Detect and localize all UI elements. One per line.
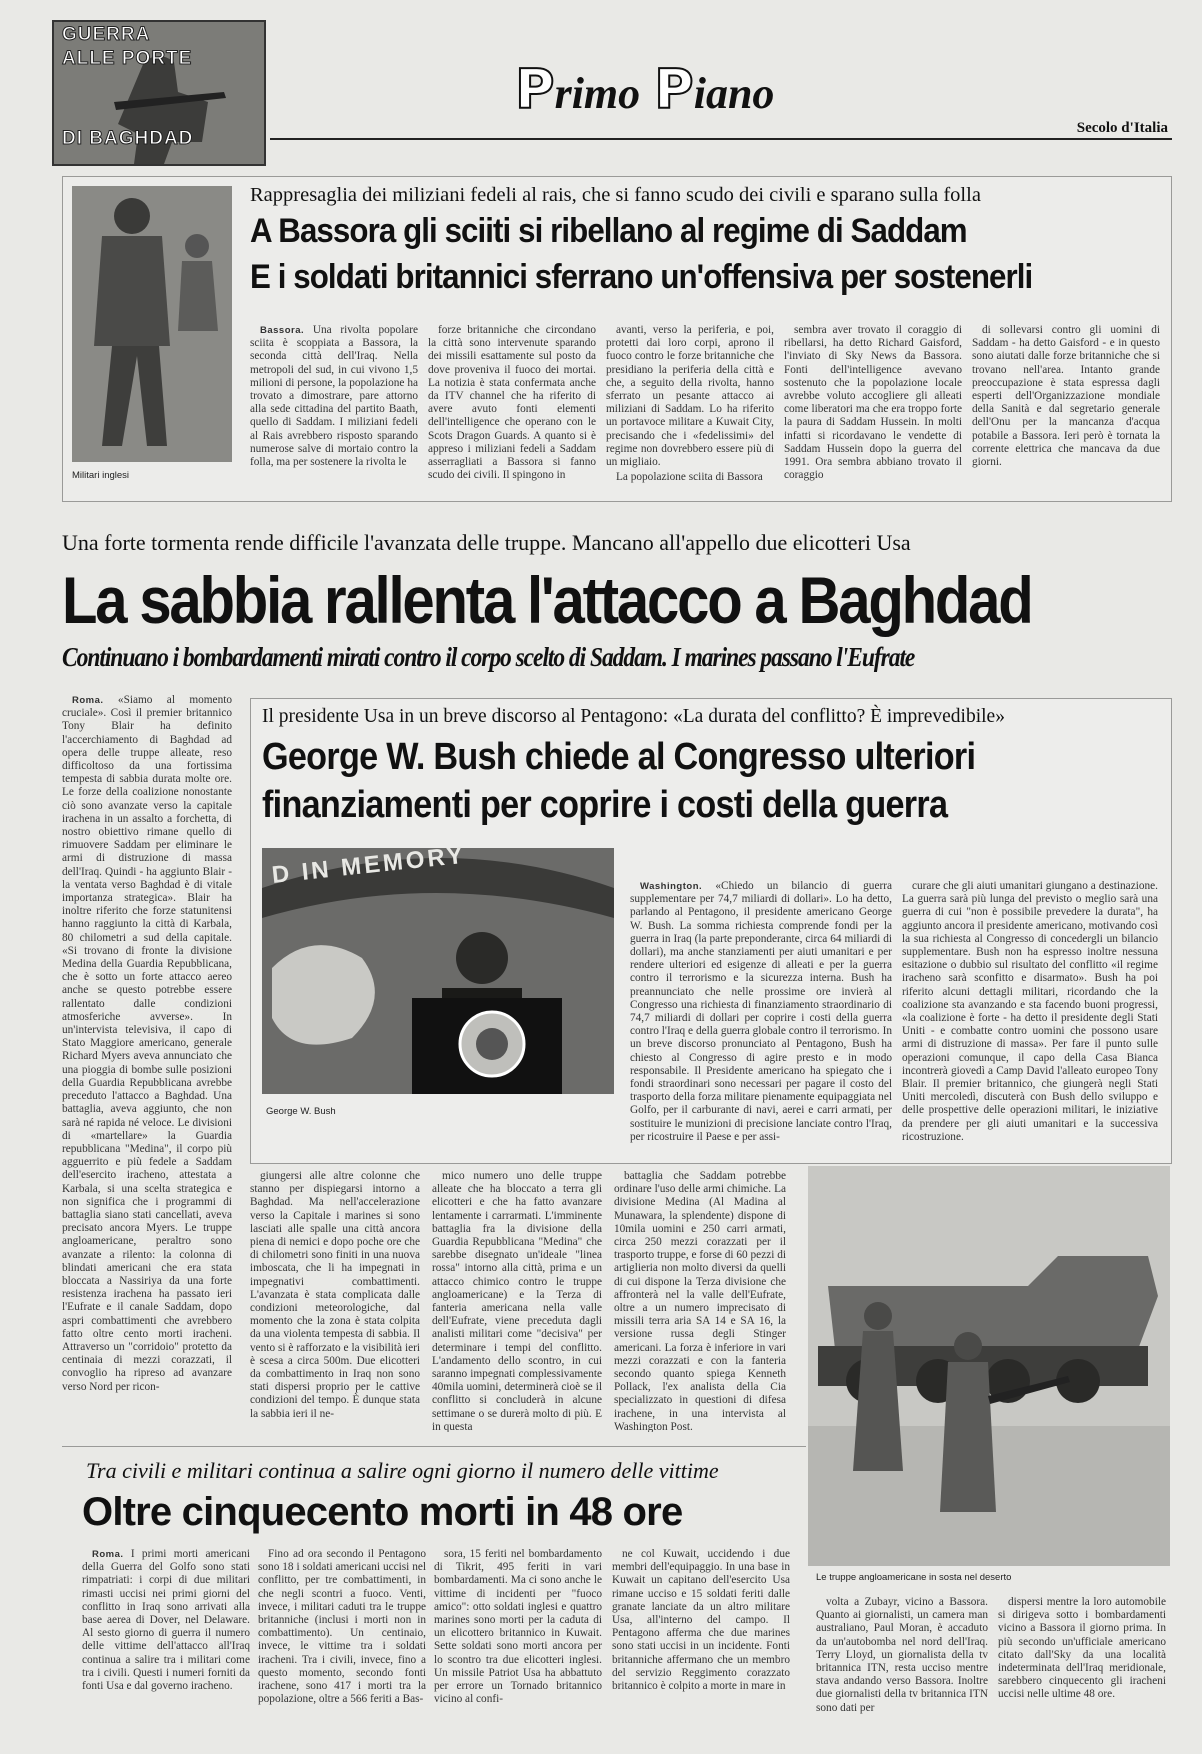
article-sabbia-column-4: battaglia che Saddam potrebbe ordinare l'uso delle armi chimiche. La divisione Medina (Al Madina al Munawara, la splendente) dispone di 10mila uomini e 250 carri armati, circa 250 mezzi corazzati per il trasporto truppe, e forse di 60 pezzi di artiglieria non molto diversi da quelli di cui dispone la Terza divisione che affronterà nel la valle dell'Eufrate, oltre a un numero imprecisato di missili terra aria SA 14 e SA 16, la versione russa degli Stinger americani. La forza è inferiore in vari mezzi corazzati e con la fanteria secondo quanto spiega Kenneth Pollack, l'ex analista della Cia specializzato in questioni di difesa irachene, in una intervista al Washington Post. — [614, 1170, 786, 1432]
badge-line-3: DI BAGHDAD — [62, 128, 194, 149]
section-title-initial: P — [515, 58, 555, 121]
article-sabbia-column-2: giungersi alle altre colonne che stanno per dispiegarsi intorno a Baghdad. Ma nell'accelerazione verso la Capitale i marines si sono lasciati alle spalle una città ancora piena di nemici e dopo poche ore che di chilometri sono finiti in una nuova imboscata, che li ha impegnati in impegnativi combattimenti. L'avanzata è stata complicata dalle condizioni meteorologiche, dal momento che la zona è stata colpita da una violenta tempesta di sabbia. Il vento si è rafforzato e la visibilità ieri è scesa a circa 500m. Due elicotteri da combattimento in Iraq non sono stati dispersi proprio per le cattive condizioni del tempo. È dunque stata la sabbia ieri il ne- — [250, 1170, 420, 1420]
article-bassora-headline-1: A Bassora gli sciiti si ribellano al regime di Saddam — [250, 212, 967, 250]
article-bush-headline-2: finanziamenti per coprire i costi della guerra — [262, 784, 948, 826]
masthead-rule — [270, 138, 1172, 140]
section-title-initial-2: P — [654, 58, 694, 121]
article-morti-dateline: Roma. — [92, 1549, 124, 1560]
article-bassora-headline-2: E i soldati britannici sferrano un'offensiva per sostenerli — [250, 258, 1033, 296]
article-bush-dateline: Washington. — [640, 881, 703, 892]
article-bassora-column-4: sembra aver trovato il coraggio di ribellarsi, ha detto Richard Gaisford, l'inviato di Sky News da Bassora. Fonti dell'intelligence avevano sostenuto che la popolazione locale avrebbe voluto accogliere gli alleati come liberatori ma che era troppo forte la paura di Saddam Hussein. In molti infatti si ricordavano le vendette di Saddam Hussein dopo la guerra del 1991. Ora sembra abbiano trovato il coraggio — [784, 324, 962, 482]
article-truppe-photo — [808, 1166, 1170, 1566]
section-title-word2: iano — [693, 69, 775, 118]
article-sabbia-headline: La sabbia rallenta l'attacco a Baghdad — [62, 563, 1032, 637]
section-title-word1: rimo — [554, 69, 641, 118]
article-morti-column-3: sora, 15 feriti nel bombardamento di Tikrit, 495 feriti in vari bombardamenti. Ma ci sono anche le vittime di incidenti per "fuoco amico": otto soldati inglesi e quattro marines sono morti per la caduta di un elicottero britannico in Kuwait. Sette soldati sono morti ancora per lo scontro tra due elicotteri inglesi. Un missile Patriot Usa ha abbattuto per errore un Tornado britannico vicino al confi- — [434, 1548, 602, 1706]
article-bush-column-2: curare che gli aiuti umanitari giungano a destinazione. La guerra sarà più lunga del previsto o meglio sarà una guerra di cui "non è possibile prevedere la durata", ha aggiunto ancora il presidente americano, motivando così la sua richiesta al Congresso di concedergli un bilancio supplementare. Bush non ha espresso inoltre nessuna esitazione o dubbio sul risultato del conflitto «il regime iracheno sarà sconfitto e disarmato». Bush ha poi riferito alcuni dettagli militari, ricordando che la coalizione sta avanzando e sta facendo buoni progressi, «la coalizione è forte - ha detto il presidente degli Stati Uniti - e combatte contro uomini che possono usare armi di distruzione di massa». Per fare il punto sulle operazioni comunque, il capo della Casa Bianca incontrerà giovedì a Camp David l'alleato europeo Tony Blair. Il premier britannico, che giungerà negli Stati Uniti mercoledì, discuterà con Bush dello sviluppo e delle prospettive delle operazioni militari, le iniziative da prendere per gli aiuti umanitari e la successiva ricostruzione. — [902, 880, 1158, 1143]
article-sabbia-kicker: Una forte tormenta rende difficile l'avanzata delle truppe. Mancano all'appello due elicotteri Usa — [62, 530, 911, 555]
article-sabbia-column-3: mico numero uno delle truppe alleate che ha bloccato a terra gli elicotteri e che ha fatto avanzare lentamente i carrarmati. L'imminente battaglia fra la divisione della Guardia Repubblicana "Medina" che sarebbe disegnato un'ideale "linea rossa" intorno alla città, prima e un attacco chimico contro le truppe angloamericane) e la Terza di fanteria americana nella valle dell'Eufrate, viene preceduta dagli analisti militari come "decisiva" per determinare i tempi del conflitto. L'andamento dello scontro, in cui saranno impegnati complessivamente 40mila uomini, determinerà cioè se il conflitto si concluderà in alcune settimane o se durerà molto di più. E in questa — [432, 1170, 602, 1432]
article-bassora-photo — [72, 186, 232, 462]
article-bassora-kicker: Rappresaglia dei miliziani fedeli al rais, che si fanno scudo dei civili e sparano sulla folla — [250, 184, 981, 206]
article-truppe-photo-caption: Le truppe angloamericane in sosta nel deserto — [816, 1572, 1012, 1583]
article-bush-column-1: Washington. «Chiedo un bilancio di guerra supplementare per 74,7 miliardi di dollari». Lo ha detto, parlando al Pentagono, il presidente americano George W. Bush. La somma richiesta comprende fondi per la guerra in Iraq (la parte preponderante, circa 64 miliardi di dollari), ma anche stanziamenti per aiuti umanitari e per rendere ulteriori ed esigenze di alleati e per la guerra contro il terrorismo e la sicurezza interna. Bush ha preannunciato che nelle prossime ore invierà al Congresso una richiesta di finanziamento straordinario di 74,7 miliardi di dollari per coprire i costi della guerra contro l'Iraq e della guerra globale contro il terrorismo. In un breve discorso pronunciato al Pentagono, Bush ha chiesto al Congresso di agire presto e in modo responsabile. Il Presidente americano ha spiegato che i fondi straordinari sono necessari per pagare il costo del trasporto della forza militare pienamente equipaggiata nel Golfo, per il carburante di navi, aerei e carri armati, per sostituire le munizioni di precisione lanciate contro l'Iraq, per ricostruire il Paese e per assi- — [630, 880, 892, 1143]
soldiers-photo-icon — [72, 186, 232, 462]
article-morti-kicker: Tra civili e militari continua a salire ogni giorno il numero delle vittime — [86, 1458, 719, 1483]
article-bush-kicker: Il presidente Usa in un breve discorso al Pentagono: «La durata del conflitto? È imprevedibile» — [262, 706, 1005, 727]
tank-soldiers-photo-icon — [808, 1166, 1170, 1566]
article-bush-photo-banner: D IN MEMORY — [270, 841, 468, 889]
article-bush-headline-1: George W. Bush chiede al Congresso ulteriori — [262, 736, 976, 778]
article-bassora-column-1: Bassora. Una rivolta popolare sciita è scoppiata a Bassora, la seconda città dell'Iraq. Nella metropoli del sud, in cui vivono 1,5 milioni di persone, la popolazione ha trovato a dimostrare, pare attorno alla sede cittadina del partito Baath, quello di Saddam. I miliziani fedeli al Rais avrebbero risposto sparando numerose salve di mortaio contro la folla, ma per sostenere la rivolta le — [250, 324, 418, 469]
article-morti-column-1: Roma. I primi morti americani della Guerra del Golfo sono stati rimpatriati: i corpi di due militari rimasti uccisi nei primi giorni del conflitto in Iraq sono arrivati alla base aerea di Dover, nel Delaware. Al sesto giorno di guerra il numero delle vittime dell'attacco all'Iraq continua a salire tra i militari come tra i civili. Questi i numeri forniti da fonti Usa e dal governo iracheno. — [82, 1548, 250, 1693]
article-morti-headline: Oltre cinquecento morti in 48 ore — [82, 1490, 683, 1534]
article-bassora-dateline: Bassora. — [260, 325, 305, 336]
article-bush-photo-caption: George W. Bush — [266, 1106, 336, 1117]
article-bassora-column-2: forze britanniche che circondano la città sono intervenute sparando dei missili esattamente sul posto da dove proveniva il fuoco dei mortai. La notizia è stata confermata anche da ITV channel che ha riferito di avere avuto fonti elementi dell'intelligence che operano con le Scots Dragon Guards. A quanto si è appreso i miliziani fedeli a Saddam asserragliati a Bassora si fanno scudo dei civili. Il spingono in — [428, 324, 596, 482]
article-bassora-photo-caption: Militari inglesi — [72, 470, 130, 481]
article-morti-column-5: volta a Zubayr, vicino a Bassora. Quanto ai giornalisti, un camera man australiano, Paul Moran, è accaduto da un'autobomba nel nord dell'Iraq. Terry Lloyd, un giornalista della tv britannica ITN, resta ucciso mentre stava andando verso Bassora. Inoltre due giornalisti della tv britannica ITN sono dati per — [816, 1596, 988, 1714]
article-sabbia-dateline: Roma. — [72, 695, 104, 706]
section-title — [515, 58, 775, 121]
article-morti-column-4: ne col Kuwait, uccidendo i due membri dell'equipaggio. In una base in Kuwait un capitano dell'esercito Usa rimane ucciso e 15 soldati feriti dalle granate lanciate da un altro militare Usa, all'interno del campo. Il Pentagono afferma che due marines sono stati uccisi in un incidente. Fonti britanniche affermano che un membro del servizio Reggimento corazzato britannico è colpito a morte in mare in — [612, 1548, 790, 1693]
article-bassora-column-3: avanti, verso la periferia, e poi, protetti dai loro corpi, aprono il fuoco contro le forze britanniche che presidiano la periferia della città e che, a seguito della rivolta, hanno sferrato un pesante attacco ai miliziani di Saddam. Lo ha riferito un portavoce militare a Kuwait City, precisando che i «fedelissimi» del regime non dovrebbero essere più di un migliaio. La popolazione sciita di Bassora — [606, 324, 774, 484]
badge-line-1: GUERRA — [62, 24, 151, 45]
badge-line-2: ALLE PORTE — [62, 48, 193, 69]
article-morti-column-2: Fino ad ora secondo il Pentagono sono 18 i soldati americani uccisi nel conflitto, per tre combattimenti, in che negli scontri a fuoco. Venti, invece, i militari caduti tra le truppe britanniche (inclusi i morti non in combattimento). Un centinaio, invece, le vittime tra i soldati iracheni. Tra i civili, invece, fino a questo momento, secondo fonti irachene, sono 417 i morti tra la popolazione, oltre a 566 feriti a Bas- — [258, 1548, 426, 1706]
paper-name: Secolo d'Italia — [1076, 120, 1168, 136]
article-sabbia-left-column: Roma. «Siamo al momento cruciale». Così il premier britannico Tony Blair ha definito l'accerchiamento di Baghdad ad opera delle truppe alleate, reso difficoltoso da una fortissima tempesta di sabbia durata molte ore. Le forze della coalizione nonostante ciò sono avanzate verso la capitale irachena in un assalto a forchetta, di nostro obiettivo rimane quello di rimuovere Saddam per eliminare le armi di distruzione di massa dell'Iraq. Quindi - ha aggiunto Blair - la ventata verso Baghdad è di vitale importanza strategica». Blair ha inoltre riferito che forze statunitensi hanno raggiunto la città di Karbala, 80 chilometri a sud della capitale. «Si trovano di fronte la divisione Medina della Guardia Repubblicana, che è sotto un forte attacco aereo anche se questo potrebbe essere rallentato dalle condizioni atmosferiche avverse». In un'intervista televisiva, il capo di Stato Maggiore americano, generale Richard Myers aveva annunciato che una pioggia di bombe sulle posizioni della Guardia Repubblicana avrebbe preceduto l'attacco a Baghdad. Una battaglia, aveva aggiunto, che non sarà né rapida né veloce. Le divisioni di «martellare» la Guardia repubblicana "Medina", il corpo più agguerrito e più fedele a Saddam dell'esercito iracheno, attestata a Karbala, si una scelta strategica e non significa che i programmi di battaglia siano stati cancellati, aveva precisato ancora Myers. Le truppe angloamericane, peraltro sono avanzate a rilento: la colonna di blindati americani che era stata bloccata a Nassiriya da una forte resistenza irachena ha passato ieri l'Eufrate e il canale Saddam, dopo aspri combattimenti che avrebbero fatto oltre cento morti iracheni. Attraverso un "corridoio" protetto da centinaia di mezzi corazzati, il convoglio ha ripreso ad avanzare verso Nord per ricon- — [62, 694, 232, 1393]
article-sabbia-subhead: Continuano i bombardamenti mirati contro il corpo scelto di Saddam. I marines passano l'Eufrate — [62, 642, 915, 672]
article-morti-column-6: dispersi mentre la loro automobile si dirigeva sotto i bombardamenti vicino a Bassora il giorno prima. In più secondo un'ufficiale americano citato dall'Sky da una località indeterminata dell'Iraq meridionale, sarebbero cinquecento gli iracheni uccisi nelle ultime 48 ore. — [998, 1596, 1166, 1701]
article-bassora-column-5: di sollevarsi contro gli uomini di Saddam - ha detto Gaisford - e in questo sono aiutati dalle forze britanniche che si trovano nell'area. Intanto grande preoccupazione è stata espressa dagli esperti dell'Organizzazione mondiale della Sanità e dal segretario generale dell'Onu per la mancanza d'acqua potabile a Bassora. Ieri però è tornata la corrente elettrica che mancava da due giorni. — [972, 324, 1160, 469]
